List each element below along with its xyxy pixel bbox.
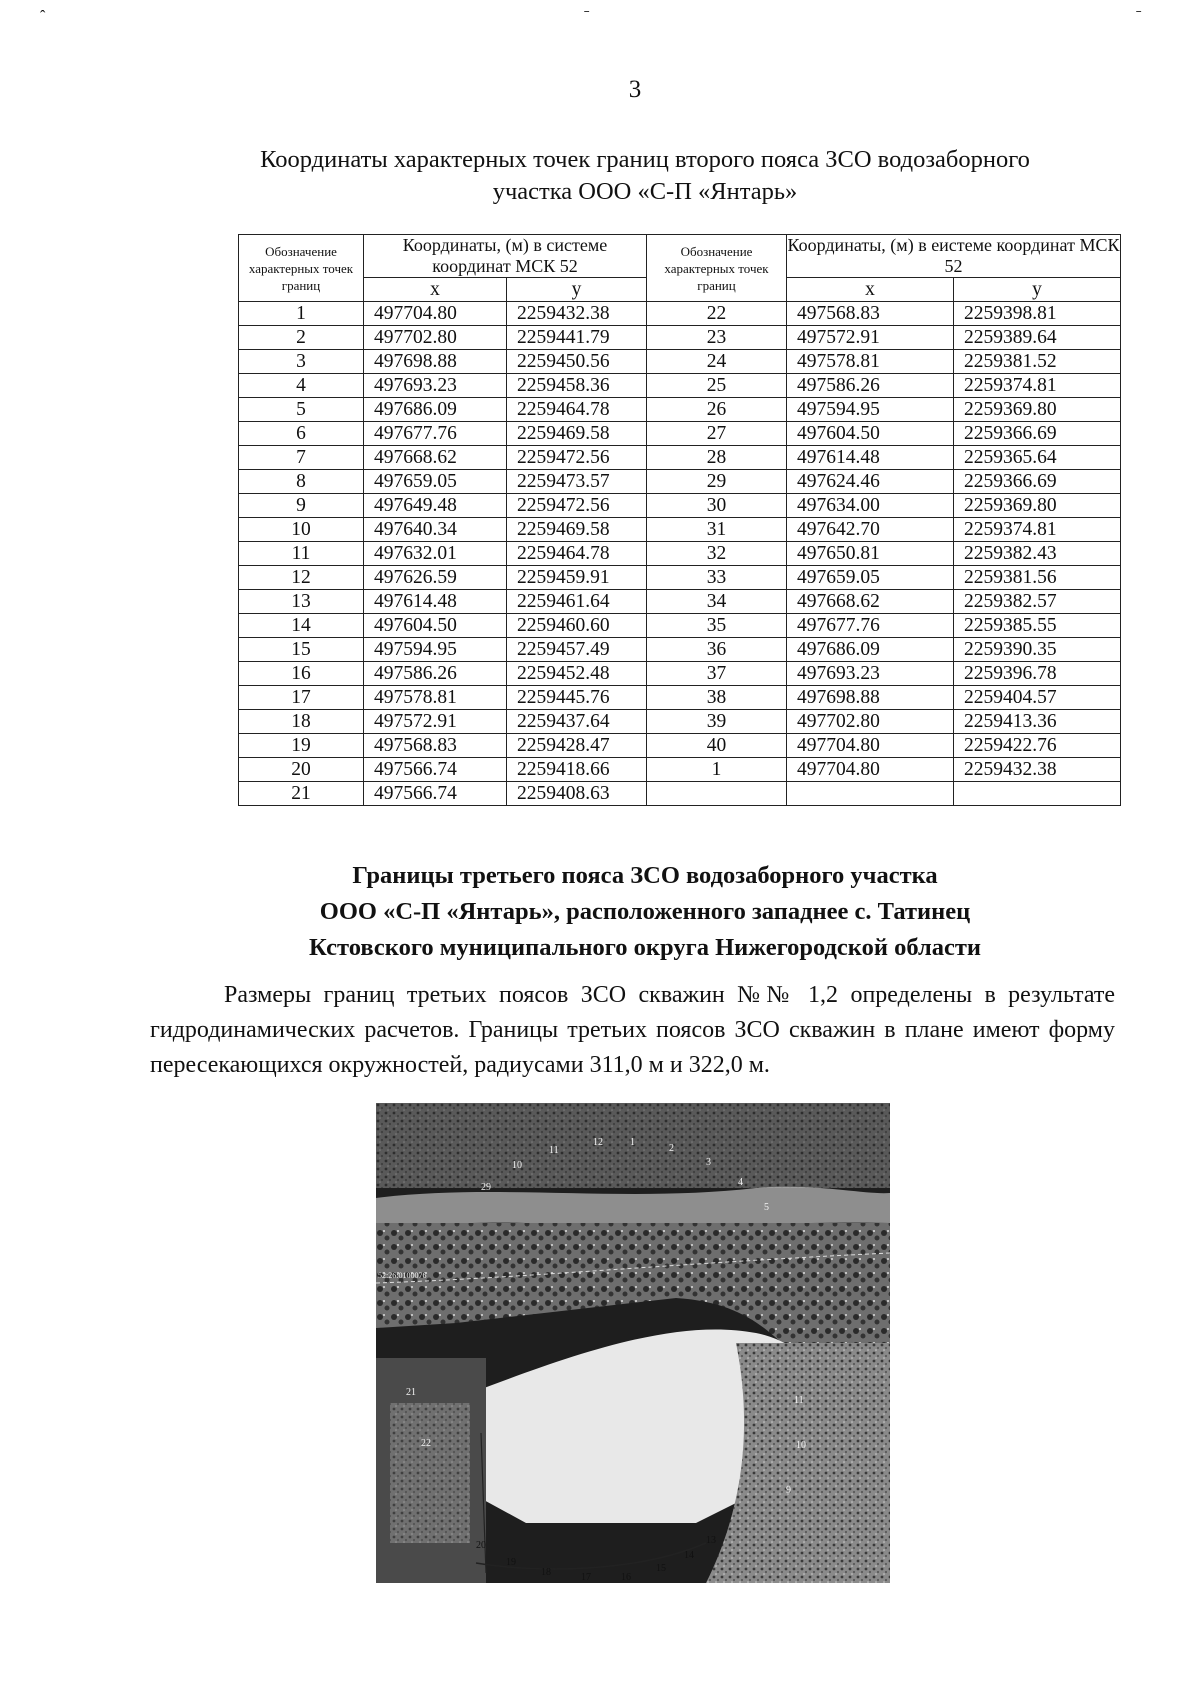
cell-y-left: 2259472.56 [507,446,647,470]
cell-point-right: 31 [647,518,787,542]
map-label: 22 [421,1438,431,1449]
cell-y-right: 2259413.36 [954,710,1121,734]
cell-x-right: 497704.80 [787,734,954,758]
table-row [239,590,1121,614]
cell-y-left: 2259459.91 [507,566,647,590]
map-label: 21 [406,1387,416,1398]
cell-point-right: 25 [647,374,787,398]
table-title [150,144,1140,208]
header-coords-left: Координаты, (м) в системе координат МСК 52 [364,235,647,278]
cell-y-right: 2259432.38 [954,758,1121,782]
cell-point-right: 23 [647,326,787,350]
table-title-line1: Координаты характерных точек границ второго пояса ЗСО водозаборного [260,146,1030,173]
section-title [150,858,1140,966]
cell-x-right: 497686.09 [787,638,954,662]
cell-x-right: 497704.80 [787,758,954,782]
map-label: 4 [738,1177,743,1188]
cell-y-left: 2259458.36 [507,374,647,398]
cell-x-left: 497640.34 [364,518,507,542]
cell-x-left: 497649.48 [364,494,507,518]
cell-point-right: 36 [647,638,787,662]
cell-y-left: 2259472.56 [507,494,647,518]
cell-point-left: 21 [239,782,364,806]
cell-point-right: 29 [647,470,787,494]
cell-y-right: 2259366.69 [954,470,1121,494]
cell-y-right: 2259389.64 [954,326,1121,350]
cell-x-right: 497668.62 [787,590,954,614]
cell-x-left: 497626.59 [364,566,507,590]
cell-y-left: 2259445.76 [507,686,647,710]
cell-y-left: 2259469.58 [507,518,647,542]
cell-point-right: 30 [647,494,787,518]
cell-y-left: 2259469.58 [507,422,647,446]
cell-x-left: 497677.76 [364,422,507,446]
cell-point-left: 15 [239,638,364,662]
scan-mark: ˆ [40,8,46,25]
cell-x-right: 497572.91 [787,326,954,350]
cell-point-right: 22 [647,302,787,326]
cell-y-right: 2259390.35 [954,638,1121,662]
cell-point-right: 34 [647,590,787,614]
header-x-right: x [787,278,954,302]
map-label: 12 [593,1137,603,1148]
cell-point-left: 19 [239,734,364,758]
cell-x-left: 497659.05 [364,470,507,494]
map-label: 11 [794,1395,804,1406]
map-label: 3 [706,1157,711,1168]
section-title-line2: ООО «С-П «Янтарь», расположенного западнее с. Татинец [319,898,971,925]
scan-mark: ˉ [1136,8,1142,25]
cell-point-left: 5 [239,398,364,422]
header-point-label-right: Обозначение характерных точек границ [647,235,787,302]
cell-y-left: 2259450.56 [507,350,647,374]
cell-x-right: 497642.70 [787,518,954,542]
cell-y-left: 2259464.78 [507,542,647,566]
cell-y-left: 2259408.63 [507,782,647,806]
map-label: 14 [684,1550,694,1561]
header-point-label-left: Обозначение характерных точек границ [239,235,364,302]
map-label: 2 [669,1143,674,1154]
cell-point-right: 35 [647,614,787,638]
cell-point-left: 9 [239,494,364,518]
cell-x-left: 497686.09 [364,398,507,422]
cell-point-right: 32 [647,542,787,566]
header-x-left: x [364,278,507,302]
table-row [239,470,1121,494]
cell-point-left: 13 [239,590,364,614]
cell-y-right: 2259396.78 [954,662,1121,686]
map-label: 17 [581,1572,591,1583]
table-row [239,782,1121,806]
table-row [239,350,1121,374]
cell-point-left: 14 [239,614,364,638]
header-coords-right: Координаты, (м) в еистеме координат МСК 52 [787,235,1120,276]
cell-point-left: 3 [239,350,364,374]
cell-x-left: 497632.01 [364,542,507,566]
cell-x-left: 497594.95 [364,638,507,662]
cell-y-left: 2259418.66 [507,758,647,782]
cell-x-right: 497698.88 [787,686,954,710]
cell-x-left: 497704.80 [364,302,507,326]
cell-x-right: 497578.81 [787,350,954,374]
cell-x-left: 497566.74 [364,758,507,782]
table-row [239,326,1121,350]
cell-point-left: 1 [239,302,364,326]
scan-mark: ˉ [584,8,590,25]
cell-y-right [954,782,1121,806]
map-label: 16 [621,1572,631,1583]
cell-y-right: 2259398.81 [954,302,1121,326]
table-row [239,422,1121,446]
cell-point-right: 39 [647,710,787,734]
table-row [239,542,1121,566]
cell-point-right: 37 [647,662,787,686]
cell-x-left: 497702.80 [364,326,507,350]
cell-y-right: 2259422.76 [954,734,1121,758]
map-label: 13 [706,1535,716,1546]
cell-point-left: 12 [239,566,364,590]
cell-x-left: 497614.48 [364,590,507,614]
table-row [239,710,1121,734]
cell-x-left: 497578.81 [364,686,507,710]
page-number: 3 [628,76,642,103]
cell-y-right: 2259365.64 [954,446,1121,470]
cell-y-right: 2259374.81 [954,374,1121,398]
cell-x-right: 497624.46 [787,470,954,494]
cell-y-left: 2259432.38 [507,302,647,326]
header-y-left: у [507,278,647,302]
cell-y-left: 2259457.49 [507,638,647,662]
table-row [239,302,1121,326]
cell-x-left: 497566.74 [364,782,507,806]
map-label: 5 [764,1202,769,1213]
cell-point-right: 26 [647,398,787,422]
table-row [239,374,1121,398]
section-title-line1: Границы третьего пояса ЗСО водозаборного участка [352,862,938,889]
table-row [239,518,1121,542]
cell-y-right: 2259381.56 [954,566,1121,590]
table-row [239,758,1121,782]
cell-y-right: 2259404.57 [954,686,1121,710]
map-label: 10 [796,1440,806,1451]
cell-x-left: 497668.62 [364,446,507,470]
header-y-right: у [954,278,1121,302]
cell-point-right: 28 [647,446,787,470]
cell-x-left: 497693.23 [364,374,507,398]
cell-y-right: 2259369.80 [954,398,1121,422]
cell-point-left: 2 [239,326,364,350]
cell-point-left: 17 [239,686,364,710]
cell-x-left: 497568.83 [364,734,507,758]
cell-x-right: 497650.81 [787,542,954,566]
table-row [239,446,1121,470]
cell-y-left: 2259441.79 [507,326,647,350]
section-title-line3: Кстовского муниципального округа Нижегородской области [309,934,981,961]
table-row [239,614,1121,638]
cell-x-left: 497586.26 [364,662,507,686]
table-row [239,686,1121,710]
cell-y-right: 2259382.43 [954,542,1121,566]
cell-y-right: 2259382.57 [954,590,1121,614]
cell-point-left: 8 [239,470,364,494]
map-label: 9 [786,1485,791,1496]
cell-y-right: 2259369.80 [954,494,1121,518]
cell-point-left: 11 [239,542,364,566]
cell-point-right: 40 [647,734,787,758]
map-label: 19 [506,1557,516,1568]
table-row [239,662,1121,686]
coordinates-table [238,234,1121,806]
cell-y-left: 2259437.64 [507,710,647,734]
cell-point-right [647,782,787,806]
cell-y-right: 2259385.55 [954,614,1121,638]
cell-x-right: 497693.23 [787,662,954,686]
body-paragraph: Размеры границ третьих поясов ЗСО скважин №№ 1,2 определены в результате гидродинамических расчетов. Границы третьих поясов ЗСО скважин в плане имеют форму пересекающихся окружностей, радиусами 311,0 м и 322,0 м. [150,982,1115,1078]
table-row [239,638,1121,662]
cell-x-right: 497586.26 [787,374,954,398]
cell-point-left: 10 [239,518,364,542]
cell-x-right: 497594.95 [787,398,954,422]
cell-y-left: 2259473.57 [507,470,647,494]
map-cadastral: 52:26:0100076 [378,1271,427,1280]
cell-y-right: 2259374.81 [954,518,1121,542]
cell-y-left: 2259460.60 [507,614,647,638]
cell-x-left: 497698.88 [364,350,507,374]
cell-x-right: 497568.83 [787,302,954,326]
cell-point-right: 24 [647,350,787,374]
table-row [239,566,1121,590]
cell-x-left: 497572.91 [364,710,507,734]
cell-x-right: 497659.05 [787,566,954,590]
cell-x-right: 497702.80 [787,710,954,734]
cell-y-right: 2259366.69 [954,422,1121,446]
map-label: 29 [481,1182,491,1193]
cell-point-right: 33 [647,566,787,590]
map-label: 18 [541,1567,551,1578]
map-label: 15 [656,1563,666,1574]
table-row [239,734,1121,758]
map-label: 1 [630,1137,635,1148]
cell-y-left: 2259461.64 [507,590,647,614]
cell-y-left: 2259452.48 [507,662,647,686]
cell-point-right: 1 [647,758,787,782]
cell-x-right: 497634.00 [787,494,954,518]
cell-x-left: 497604.50 [364,614,507,638]
cell-point-left: 7 [239,446,364,470]
cell-x-right: 497614.48 [787,446,954,470]
table-row [239,494,1121,518]
cell-y-left: 2259428.47 [507,734,647,758]
cell-y-left: 2259464.78 [507,398,647,422]
table-row [239,398,1121,422]
cell-x-right: 497677.76 [787,614,954,638]
map-label: 20 [476,1540,486,1551]
cell-point-left: 16 [239,662,364,686]
cell-x-right: 497604.50 [787,422,954,446]
cell-x-right [787,782,954,806]
cell-point-left: 6 [239,422,364,446]
table-title-line2: участка ООО «С-П «Янтарь» [492,178,798,205]
zone-map-image [376,1103,890,1583]
cell-point-left: 18 [239,710,364,734]
cell-point-left: 20 [239,758,364,782]
map-label: 10 [512,1160,522,1171]
map-label: 11 [549,1145,559,1156]
cell-point-right: 27 [647,422,787,446]
cell-point-right: 38 [647,686,787,710]
cell-y-right: 2259381.52 [954,350,1121,374]
cell-point-left: 4 [239,374,364,398]
